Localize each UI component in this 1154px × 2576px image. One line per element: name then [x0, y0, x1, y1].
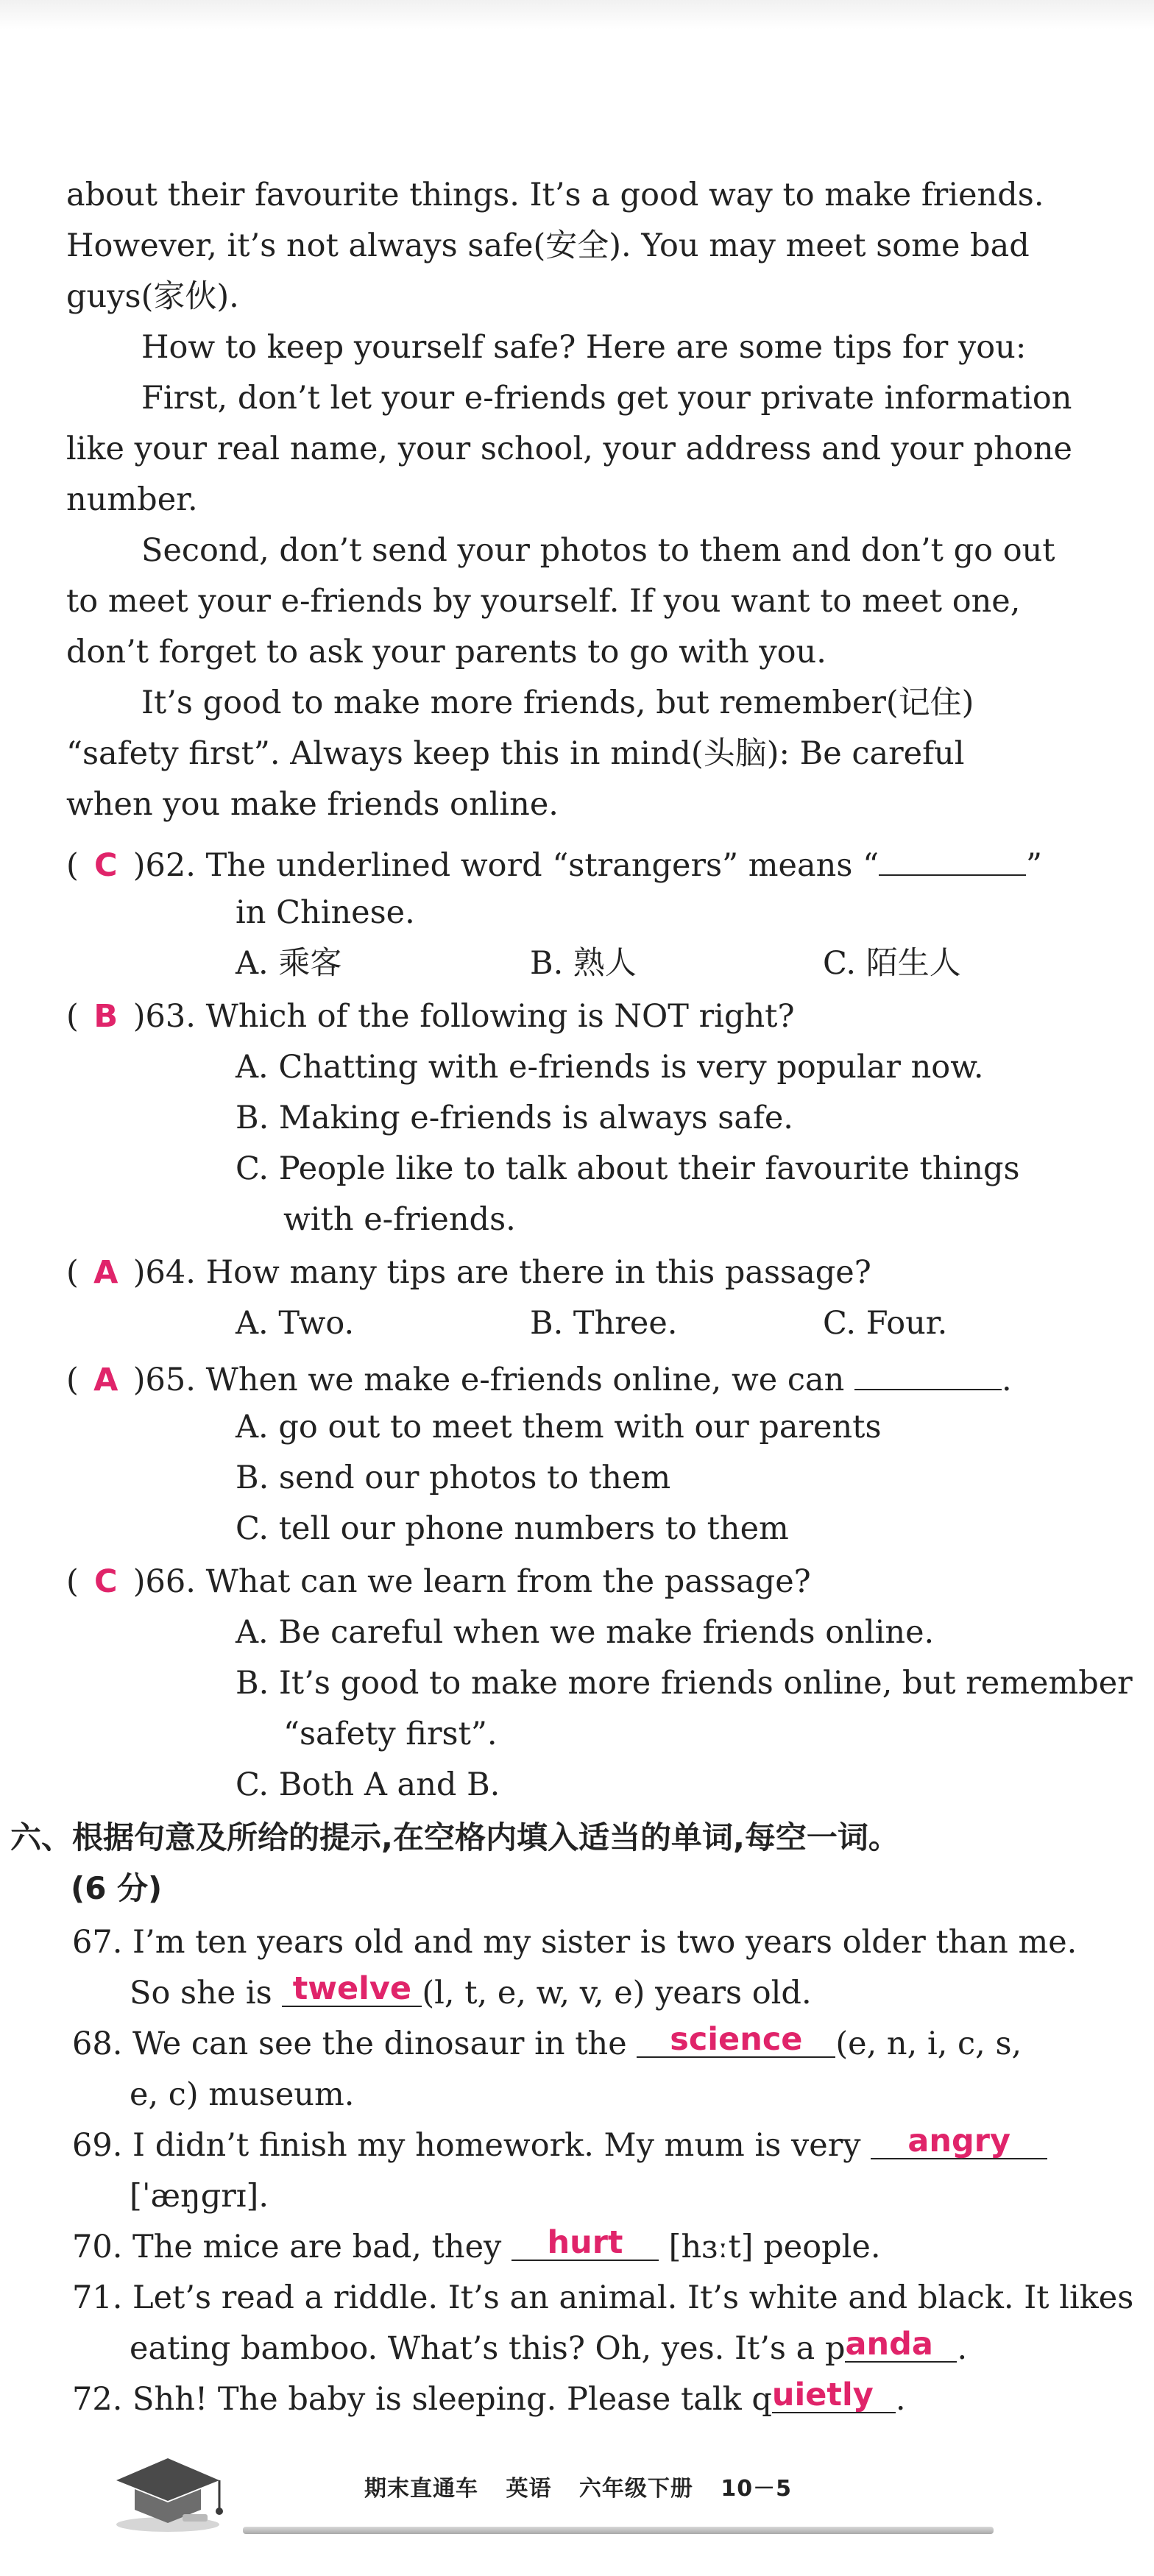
option-b: B. Making e-friends is always safe. [236, 1100, 793, 1136]
footer-page-number: 10－5 [721, 2476, 792, 2502]
passage-line: It’s good to make more friends, but remember(记住) [141, 684, 974, 721]
footer-grade: 六年级下册 [578, 2476, 693, 2502]
answer-blank [854, 1355, 1002, 1390]
option-b: B. send our photos to them [236, 1459, 671, 1496]
fill-answer: anda [845, 2326, 933, 2363]
answer-mark: A [93, 1254, 118, 1291]
question-stem: ( C )66. What can we learn from the passage? [66, 1560, 811, 1603]
scan-shadow [0, 0, 1154, 29]
answer-blank [511, 2226, 659, 2261]
answer-mark: A [93, 1362, 118, 1398]
item-line: 67. I’m ten years old and my sister is two years older than me. [72, 1924, 1077, 1961]
passage-line: However, it’s not always safe(安全). You may meet some bad [66, 227, 1030, 264]
answer-mark: C [94, 847, 118, 884]
option-a: A. Two. [236, 1305, 355, 1342]
passage-line: when you make friends online. [66, 786, 559, 823]
answer-mark: B [93, 998, 118, 1035]
fill-answer: angry [907, 2123, 1011, 2159]
passage-line: “safety first”. Always keep this in mind(头脑): Be careful [66, 735, 965, 772]
item-line: eating bamboo. What’s this? Oh, yes. It’s a panda . [130, 2326, 968, 2367]
item-line: 69. I didn’t finish my homework. My mum is very angry [72, 2124, 1047, 2167]
option-b: B. 熟人 [530, 945, 637, 982]
option-c: C. 陌生人 [823, 945, 961, 982]
option-a: A. 乘客 [236, 945, 342, 982]
option-c-cont: with e-friends. [283, 1201, 516, 1238]
fill-answer: hurt [547, 2224, 623, 2261]
answer-blank [282, 1972, 422, 2007]
option-a: A. Chatting with e-friends is very popular now. [236, 1049, 984, 1086]
item-line: 72. Shh! The baby is sleeping. Please talk quietly . [72, 2377, 906, 2418]
question-stem-cont: in Chinese. [236, 894, 415, 931]
answer-blank [637, 2023, 835, 2058]
passage-line: about their favourite things. It’s a good way to make friends. [66, 177, 1044, 213]
item-line: So she is twelve (l, t, e, w, v, e) years old. [130, 1970, 812, 2011]
answer-blank [845, 2327, 957, 2363]
passage-line: Second, don’t send your photos to them and don’t go out [141, 532, 1055, 569]
item-line: [ˈæŋɡrɪ]. [130, 2178, 269, 2215]
option-c: C. tell our phone numbers to them [236, 1510, 789, 1547]
option-a: A. go out to meet them with our parents [236, 1409, 882, 1446]
footer-subject: 英语 [506, 2476, 552, 2502]
fill-answer: science [670, 2021, 803, 2058]
section-heading: 六、根据句意及所给的提示,在空格内填入适当的单词,每空一词。 [10, 1819, 899, 1855]
passage-line: guys(家伙). [66, 278, 239, 315]
passage-line: to meet your e-friends by yourself. If you want to meet one, [66, 583, 1021, 620]
fill-answer: twelve [292, 1970, 412, 2007]
question-stem: ( A )64. How many tips are there in this passage? [66, 1251, 871, 1294]
option-a: A. Be careful when we make friends online. [236, 1614, 935, 1651]
answer-blank [879, 841, 1026, 876]
passage-line: How to keep yourself safe? Here are some tips for you: [141, 329, 1027, 366]
answer-blank [772, 2378, 896, 2413]
passage-line: number. [66, 481, 198, 518]
footer-series: 期末直通车 [364, 2476, 478, 2502]
passage-line: don’t forget to ask your parents to go with you. [66, 634, 826, 670]
graduation-cap-icon [109, 2451, 227, 2539]
footer-divider [243, 2527, 994, 2534]
option-c: C. Four. [823, 1305, 948, 1342]
option-b: B. Three. [530, 1305, 678, 1342]
passage-line: First, don’t let your e-friends get your private information [141, 380, 1072, 417]
section-score: (6 分) [71, 1870, 163, 1906]
answer-mark: C [94, 1563, 118, 1600]
option-b-cont: “safety first”. [283, 1716, 498, 1752]
passage-line: like your real name, your school, your address and your phone [66, 431, 1072, 467]
question-stem: ( A )65. When we make e-friends online, we can . [66, 1355, 1012, 1398]
option-c: C. Both A and B. [236, 1766, 500, 1803]
question-stem: ( B )63. Which of the following is NOT right? [66, 995, 795, 1038]
answer-blank [871, 2124, 1047, 2159]
item-line: 68. We can see the dinosaur in the science (e, n, i, c, s, [72, 2021, 1022, 2062]
item-line: e, c) museum. [130, 2076, 355, 2113]
item-line: 71. Let’s read a riddle. It’s an animal. It’s white and black. It likes [72, 2279, 1134, 2316]
footer-label [364, 2474, 811, 2504]
fill-answer: uietly [771, 2377, 874, 2413]
item-line: 70. The mice are bad, they hurt [hɜːt] people. [72, 2224, 881, 2265]
option-c: C. People like to talk about their favourite things [236, 1150, 1020, 1187]
question-stem: ( C )62. The underlined word “strangers” means “ ” [66, 841, 1042, 883]
option-b: B. It’s good to make more friends online, but remember [236, 1665, 1133, 1702]
